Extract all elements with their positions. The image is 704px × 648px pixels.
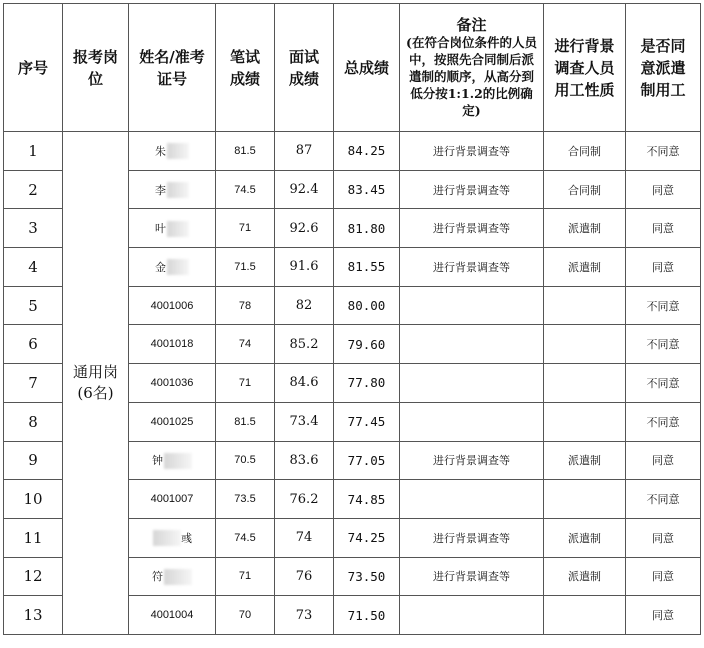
header-written: 笔试成绩 (216, 4, 275, 132)
header-name: 姓名/准考证号 (129, 4, 216, 132)
cell-agree: 不同意 (626, 132, 701, 171)
cell-interview: 91.6 (275, 248, 334, 287)
name-text: 金 (155, 260, 166, 274)
cell-note: 进行背景调查等 (400, 248, 544, 287)
cell-seq: 3 (4, 209, 63, 248)
table-row (4, 132, 701, 171)
cell-agree: 同意 (626, 248, 701, 287)
cell-written: 74.5 (216, 518, 275, 557)
cell-employment (544, 480, 626, 519)
cell-name (129, 209, 216, 248)
results-table-container (3, 3, 701, 635)
cell-agree: 同意 (626, 209, 701, 248)
name-text: 叶 (155, 222, 166, 236)
header-note-body: (在符合岗位条件的人员中，按照先合同制后派遣制的顺序，从高分到低分按1:1.2的比例确定) (406, 35, 537, 118)
cell-agree: 不同意 (626, 325, 701, 364)
name-text: 符 (152, 570, 163, 584)
cell-name (129, 248, 216, 287)
cell-written: 81.5 (216, 132, 275, 171)
cell-interview: 92.6 (275, 209, 334, 248)
cell-agree: 同意 (626, 557, 701, 596)
table-body (4, 132, 701, 635)
cell-seq: 9 (4, 441, 63, 480)
cell-seq: 7 (4, 364, 63, 403)
cell-name (129, 518, 216, 557)
post-name: 通用岗 (72, 362, 118, 381)
cell-note (400, 596, 544, 635)
cell-note: 进行背景调查等 (400, 441, 544, 480)
cell-employment (544, 286, 626, 325)
header-post: 报考岗位 (63, 4, 129, 132)
cell-name (129, 132, 216, 171)
cell-total: 77.45 (334, 402, 400, 441)
cell-interview: 87 (275, 132, 334, 171)
cell-interview: 73.4 (275, 402, 334, 441)
cell-employment (544, 325, 626, 364)
cell-name: 4001036 (129, 364, 216, 403)
cell-note (400, 364, 544, 403)
header-agree: 是否同意派遣制用工 (626, 4, 701, 132)
cell-agree: 同意 (626, 170, 701, 209)
cell-interview: 82 (275, 286, 334, 325)
cell-agree: 不同意 (626, 402, 701, 441)
cell-note: 进行背景调查等 (400, 518, 544, 557)
cell-interview: 83.6 (275, 441, 334, 480)
cell-note: 进行背景调查等 (400, 209, 544, 248)
name-text: 彧 (181, 531, 192, 545)
cell-total: 84.25 (334, 132, 400, 171)
cell-employment: 派遣制 (544, 518, 626, 557)
header-employment: 进行背景调查人员用工性质 (544, 4, 626, 132)
cell-note: 进行背景调查等 (400, 557, 544, 596)
cell-total: 77.80 (334, 364, 400, 403)
cell-employment: 合同制 (544, 132, 626, 171)
cell-employment: 派遣制 (544, 209, 626, 248)
cell-total: 81.55 (334, 248, 400, 287)
cell-written: 71 (216, 557, 275, 596)
cell-note (400, 480, 544, 519)
cell-seq: 5 (4, 286, 63, 325)
cell-seq: 2 (4, 170, 63, 209)
cell-total: 74.25 (334, 518, 400, 557)
cell-total: 73.50 (334, 557, 400, 596)
results-table (3, 3, 701, 635)
name-text: 李 (155, 183, 166, 197)
cell-interview: 84.6 (275, 364, 334, 403)
cell-note (400, 402, 544, 441)
cell-total: 80.00 (334, 286, 400, 325)
cell-agree: 不同意 (626, 286, 701, 325)
cell-employment: 合同制 (544, 170, 626, 209)
cell-name (129, 557, 216, 596)
cell-total: 74.85 (334, 480, 400, 519)
name-text: 钟 (152, 454, 163, 468)
cell-seq: 6 (4, 325, 63, 364)
cell-total: 71.50 (334, 596, 400, 635)
header-interview: 面试成绩 (275, 4, 334, 132)
post-quota: (6名) (77, 383, 114, 402)
cell-name: 4001004 (129, 596, 216, 635)
cell-written: 70.5 (216, 441, 275, 480)
cell-agree: 同意 (626, 441, 701, 480)
cell-name: 4001025 (129, 402, 216, 441)
cell-seq: 8 (4, 402, 63, 441)
cell-total: 79.60 (334, 325, 400, 364)
cell-written: 71 (216, 364, 275, 403)
cell-note (400, 286, 544, 325)
cell-written: 73.5 (216, 480, 275, 519)
cell-employment: 派遣制 (544, 557, 626, 596)
cell-seq: 1 (4, 132, 63, 171)
cell-note: 进行背景调查等 (400, 170, 544, 209)
cell-seq: 13 (4, 596, 63, 635)
cell-name: 4001018 (129, 325, 216, 364)
cell-seq: 11 (4, 518, 63, 557)
cell-written: 71.5 (216, 248, 275, 287)
redaction-blur (167, 259, 189, 275)
header-note-title: 备注 (456, 16, 487, 34)
redaction-blur (164, 453, 192, 469)
cell-interview: 76 (275, 557, 334, 596)
cell-agree: 不同意 (626, 480, 701, 519)
cell-employment (544, 402, 626, 441)
cell-agree: 不同意 (626, 364, 701, 403)
cell-total: 77.05 (334, 441, 400, 480)
header-seq: 序号 (4, 4, 63, 132)
cell-post (63, 132, 129, 635)
redaction-blur (164, 569, 192, 585)
cell-interview: 74 (275, 518, 334, 557)
cell-name (129, 170, 216, 209)
cell-written: 71 (216, 209, 275, 248)
cell-note: 进行背景调查等 (400, 132, 544, 171)
redaction-blur (167, 182, 189, 198)
cell-written: 74.5 (216, 170, 275, 209)
cell-written: 78 (216, 286, 275, 325)
cell-interview: 73 (275, 596, 334, 635)
cell-written: 70 (216, 596, 275, 635)
cell-seq: 4 (4, 248, 63, 287)
cell-written: 81.5 (216, 402, 275, 441)
table-header (4, 4, 701, 132)
cell-name: 4001007 (129, 480, 216, 519)
cell-written: 74 (216, 325, 275, 364)
cell-note (400, 325, 544, 364)
cell-interview: 92.4 (275, 170, 334, 209)
cell-employment: 派遣制 (544, 441, 626, 480)
cell-agree: 同意 (626, 596, 701, 635)
cell-interview: 85.2 (275, 325, 334, 364)
cell-agree: 同意 (626, 518, 701, 557)
cell-name: 4001006 (129, 286, 216, 325)
redaction-blur (167, 143, 189, 159)
header-total: 总成绩 (334, 4, 400, 132)
cell-name (129, 441, 216, 480)
cell-seq: 10 (4, 480, 63, 519)
cell-total: 81.80 (334, 209, 400, 248)
cell-employment (544, 596, 626, 635)
redaction-blur (167, 221, 189, 237)
header-note (400, 4, 544, 132)
cell-seq: 12 (4, 557, 63, 596)
cell-total: 83.45 (334, 170, 400, 209)
cell-employment: 派遣制 (544, 248, 626, 287)
cell-employment (544, 364, 626, 403)
redaction-blur (153, 530, 181, 546)
name-text: 朱 (155, 144, 166, 158)
cell-interview: 76.2 (275, 480, 334, 519)
